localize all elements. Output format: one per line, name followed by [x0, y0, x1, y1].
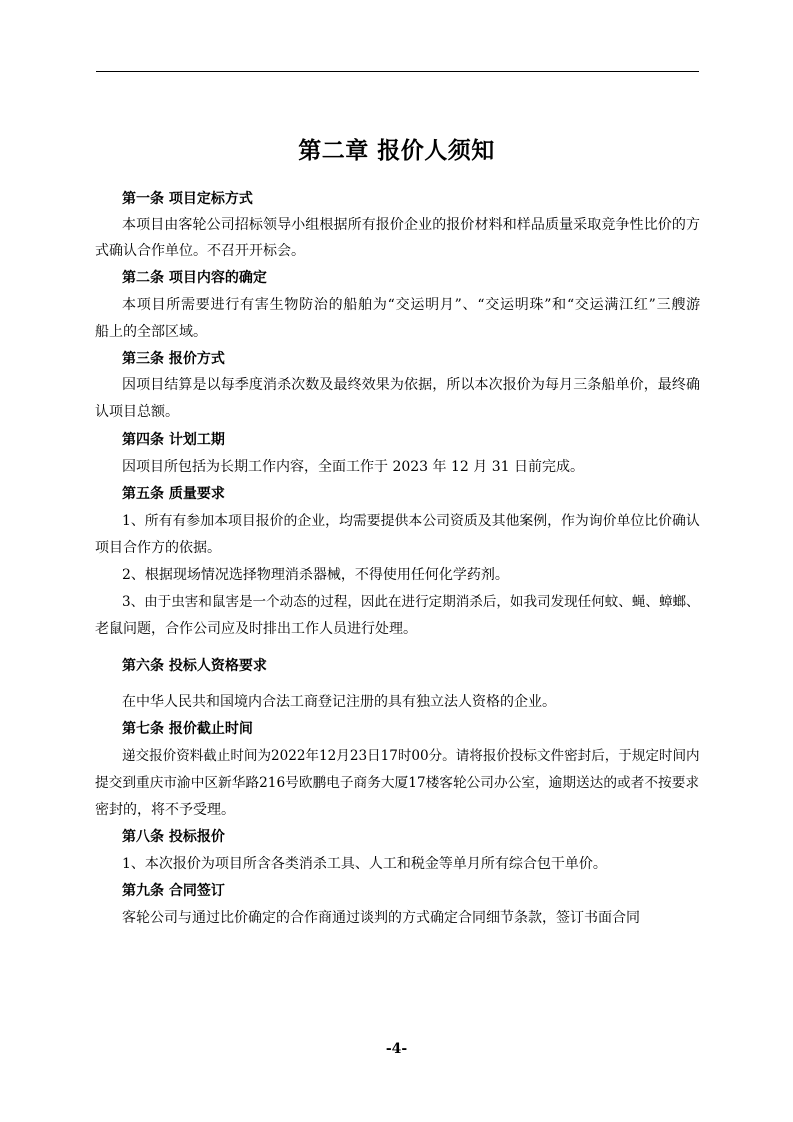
body-line: 1、本次报价为项目所含各类消杀工具、人工和税金等单月所有综合包干单价。: [122, 856, 607, 872]
body-line: 2、根据现场情况选择物理消杀器械，不得使用任何化学药剂。: [122, 567, 509, 583]
body-line: 因项目所包括为长期工作内容，全面工作于 2023 年 12 月 31 日前完成。: [122, 459, 584, 475]
body-line: 递交报价资料截止时间为2022年12月23日17时00分。请将报价投标文件密封后，于规定时间内: [122, 748, 700, 764]
section-heading: 第四条 计划工期: [122, 432, 225, 448]
body-line: 客轮公司与通过比价确定的合作商通过谈判的方式确定合同细节条款，签订书面合同: [122, 910, 640, 926]
body-line: 项目合作方的依据。: [95, 540, 221, 556]
body-line: 船上的全部区域。: [95, 324, 207, 340]
section-heading: 第七条 报价截止时间: [122, 721, 253, 737]
header-rule: [96, 71, 699, 72]
page-number: -4-: [385, 1041, 408, 1057]
section-heading: 第一条 项目定标方式: [122, 191, 253, 207]
section-heading: 第八条 投标报价: [122, 829, 225, 845]
body-line: 3、由于虫害和鼠害是一个动态的过程，因此在进行定期消杀后，如我司发现任何蚊、蝇、蟑螂、: [122, 594, 700, 610]
body-line: 式确认合作单位。不召开开标会。: [95, 243, 305, 259]
body-line: 1、所有有参加本项目报价的企业，均需要提供本公司资质及其他案例，作为询价单位比价确认: [122, 513, 700, 529]
body-line: 本项目所需要进行有害生物防治的船舶为“交运明月”、“交运明珠”和“交运满江红”三艘游: [122, 297, 701, 313]
body-line: 认项目总额。: [95, 404, 179, 420]
body-line: 提交到重庆市渝中区新华路216号欧鹏电子商务大厦17楼客轮公司办公室，逾期送达的或者不按要求: [95, 775, 700, 791]
chapter-title: 第二章 报价人须知: [298, 138, 495, 164]
section-heading: 第三条 报价方式: [122, 351, 225, 367]
body-line: 本项目由客轮公司招标领导小组根据所有报价企业的报价材料和样品质量采取竞争性比价的方: [122, 217, 701, 233]
body-line: 因项目结算是以每季度消杀次数及最终效果为依据，所以本次报价为每月三条船单价，最终确: [122, 377, 701, 393]
body-line: 老鼠问题，合作公司应及时排出工作人员进行处理。: [95, 621, 417, 637]
section-heading: 第九条 合同签订: [122, 883, 225, 899]
section-heading: 第五条 质量要求: [122, 486, 225, 502]
body-line: 密封的，将不予受理。: [95, 802, 235, 818]
section-heading: 第六条 投标人资格要求: [122, 658, 267, 674]
section-heading: 第二条 项目内容的确定: [122, 270, 267, 286]
body-line: 在中华人民共和国境内合法工商登记注册的具有独立法人资格的企业。: [122, 694, 556, 710]
